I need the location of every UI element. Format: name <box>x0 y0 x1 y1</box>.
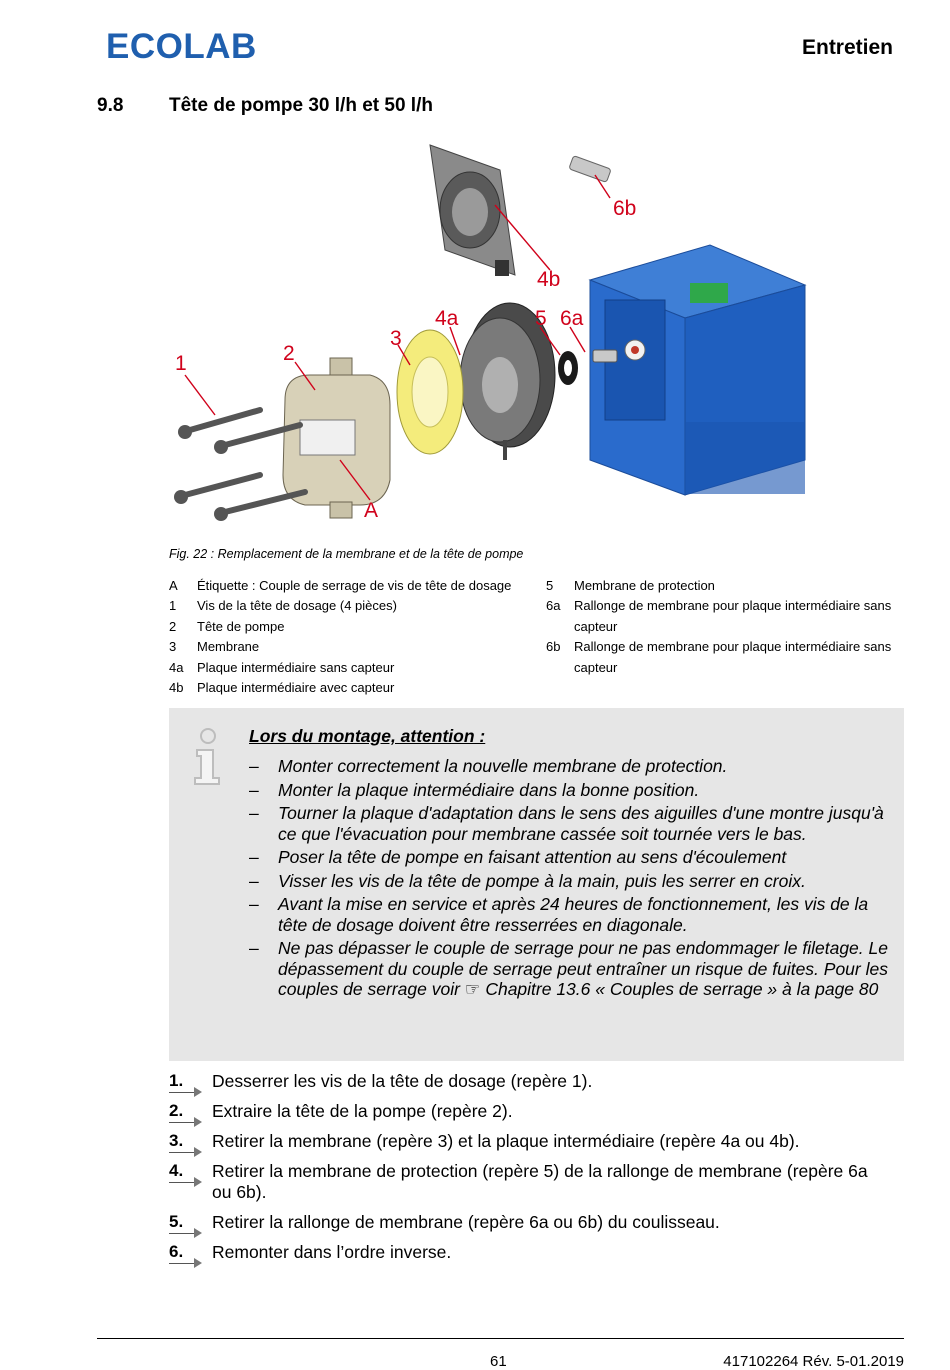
callout-3: 3 <box>390 327 402 350</box>
membrane-extension-6a <box>593 350 617 362</box>
legend-row <box>546 637 911 678</box>
figure-caption-label: Fig. 22 : <box>169 547 215 561</box>
step-number-text: 1. <box>169 1071 184 1090</box>
note-dash: – <box>249 870 259 891</box>
note-item <box>249 894 899 935</box>
legend-text: Rallonge de membrane pour plaque intermédiaire sans capteur <box>574 598 892 634</box>
figure-legend-left <box>169 576 539 698</box>
step-number-text: 6. <box>169 1241 184 1261</box>
step-item <box>169 1212 889 1233</box>
legend-row <box>169 576 539 596</box>
note-item <box>249 803 899 844</box>
legend-key: 4b <box>169 680 184 696</box>
section-number: 9.8 <box>97 95 124 116</box>
legend-key: 6b <box>546 639 561 655</box>
callout-1: 1 <box>175 352 187 375</box>
legend-text: Vis de la tête de dosage (4 pièces) <box>197 598 397 614</box>
legend-row <box>169 658 539 678</box>
step-text: Remonter dans l’ordre inverse. <box>212 1241 452 1262</box>
step-item <box>169 1242 889 1263</box>
step-number <box>169 1131 203 1155</box>
legend-row <box>546 596 911 637</box>
legend-key: 1 <box>169 598 177 614</box>
note-item-text: Tourner la plaque d'adaptation dans le sens des aiguilles d'une montre jusqu'à ce que l'évacuation pour membrane cassée soit tournée vers le bas. <box>278 803 884 844</box>
pump-head-exploded-figure <box>165 140 815 530</box>
pump-drive-unit <box>590 245 805 495</box>
step-number <box>169 1071 203 1095</box>
step-item <box>169 1131 889 1152</box>
note-dash: – <box>249 938 259 958</box>
step-number <box>169 1161 203 1185</box>
legend-row <box>169 678 539 698</box>
figure-legend-right <box>546 576 911 678</box>
step-item <box>169 1071 889 1092</box>
legend-key: 4a <box>169 659 184 675</box>
step-number <box>169 1101 203 1125</box>
legend-text: Étiquette : Couple de serrage de vis de tête de dosage <box>197 578 512 593</box>
step-text: Retirer la membrane de protection (repère 5) de la rallonge de membrane (repère 6a ou 6b). <box>212 1161 868 1202</box>
note-item <box>249 780 899 801</box>
callout-4b: 4b <box>537 268 561 291</box>
step-number-text: 5. <box>169 1211 184 1231</box>
info-note-box <box>169 708 904 1061</box>
note-item-text: Visser les vis de la tête de pompe à la main, puis les serrer en croix. <box>278 870 806 891</box>
step-text: Retirer la rallonge de membrane (repère 6a ou 6b) du coulisseau. <box>212 1211 720 1232</box>
protection-membrane <box>558 351 578 385</box>
info-icon <box>191 728 225 786</box>
note-title: Lors du montage, attention : <box>249 726 486 746</box>
step-item <box>169 1101 889 1122</box>
legend-text: Plaque intermédiaire avec capteur <box>197 680 395 696</box>
legend-row <box>169 596 539 616</box>
legend-row <box>546 576 911 596</box>
note-item <box>249 847 899 868</box>
step-number-text: 3. <box>169 1131 184 1150</box>
legend-key: 5 <box>546 578 554 593</box>
legend-text: Tête de pompe <box>197 618 285 634</box>
section-title: Tête de pompe 30 l/h et 50 l/h <box>169 95 433 116</box>
membrane <box>397 330 463 454</box>
callout-5: 5 <box>535 307 547 330</box>
callout-6a: 6a <box>560 307 584 330</box>
note-item <box>249 938 899 1000</box>
note-item-text: Monter correctement la nouvelle membrane de protection. <box>278 756 728 776</box>
step-number-text: 4. <box>169 1161 184 1180</box>
callout-a: A <box>364 499 379 522</box>
step-item <box>169 1161 889 1202</box>
callout-6b: 6b <box>613 197 637 220</box>
page-section-label: Entretien <box>801 36 893 59</box>
callout-4a: 4a <box>435 307 459 330</box>
footer-divider <box>97 1338 904 1339</box>
step-number-text: 2. <box>169 1101 184 1120</box>
figure-caption-text: Remplacement de la membrane et de la tête de pompe <box>217 547 524 561</box>
step-text: Extraire la tête de la pompe (repère 2). <box>212 1101 513 1121</box>
callout-2: 2 <box>283 342 295 365</box>
legend-key: A <box>169 578 178 593</box>
step-text: Retirer la membrane (repère 3) et la plaque intermédiaire (repère 4a ou 4b). <box>212 1131 800 1151</box>
logo-wordmark: ECOLAB <box>106 27 257 63</box>
step-number <box>169 1242 203 1266</box>
note-item <box>249 756 899 777</box>
note-dash: – <box>249 803 259 823</box>
ecolab-logo <box>106 27 266 63</box>
note-item-text: Monter la plaque intermédiaire dans la bonne position. <box>278 779 700 800</box>
page-number: 61 <box>490 1353 507 1370</box>
note-dash: – <box>249 779 259 800</box>
legend-row <box>169 637 539 657</box>
legend-key: 6a <box>546 598 561 614</box>
legend-text: Membrane de protection <box>574 578 715 593</box>
note-dash: – <box>249 756 259 776</box>
legend-text: Plaque intermédiaire sans capteur <box>197 659 395 675</box>
note-list <box>249 756 899 1003</box>
legend-key: 2 <box>169 618 177 634</box>
membrane-extension-6b <box>569 156 611 183</box>
legend-text: Rallonge de membrane pour plaque intermédiaire sans capteur <box>574 639 892 675</box>
document-reference: 417102264 Rév. 5-01.2019 <box>723 1353 904 1370</box>
note-item-text: Poser la tête de pompe en faisant attention au sens d'écoulement <box>278 847 787 867</box>
legend-text: Membrane <box>197 639 260 655</box>
step-text: Desserrer les vis de la tête de dosage (repère 1). <box>212 1071 593 1091</box>
procedure-steps <box>169 1071 889 1272</box>
legend-row <box>169 617 539 637</box>
note-item-text-with-link[interactable]: Ne pas dépasser le couple de serrage pour ne pas endommager le filetage. Le dépassement du couple de serrage peut entraîner un risque de fuites. Pour les couples de serrage voir ☞ Chapitre 13.6 « Couples de serrage » à la page 80 <box>278 938 888 999</box>
note-dash: – <box>249 894 259 914</box>
legend-key: 3 <box>169 639 177 655</box>
figure-caption <box>169 547 523 561</box>
note-dash: – <box>249 847 259 867</box>
step-number <box>169 1212 203 1236</box>
note-item-text: Avant la mise en service et après 24 heures de fonctionnement, les vis de la tête de dosage doivent être resserrées en diagonale. <box>278 894 869 935</box>
intermediate-plate-with-sensor <box>430 145 515 276</box>
note-item <box>249 871 899 892</box>
